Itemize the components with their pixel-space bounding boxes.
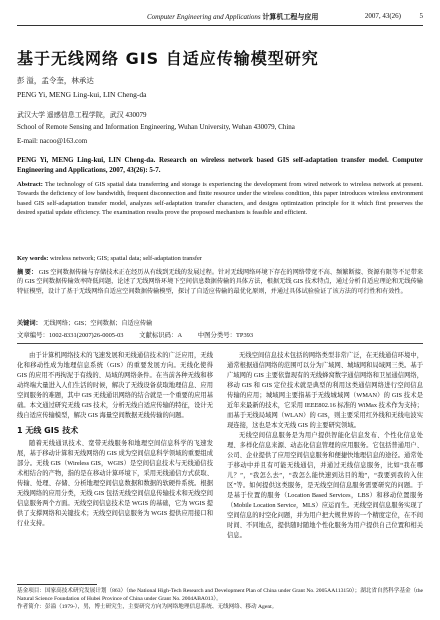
right-paragraph-2: 无线空间信息服务是为用户提供智能化信息发布、个性化信息处理、多样化信息来源、动态化信息管理的应用服务。它包括普通用户、公司、企业提供了应用空间信息服务和便捷快地理信息的途径。通常处于移动中并且有可能无线通信，并通过无线信息服务，比如“我在哪儿？”，“我怎么去”，“我怎么能快速到达目的地”，“我要到我的入住区”等。如何提供这类服务，是无线空间信息服务需要研究的问题。于是基于位置的服务（Location Based Services，LBS）和移动位置服务（Mobile Location Service，MLS）应运而生。无线空间信息服务实现了空间信息的时空化问题，并为用户把大规世界的一个精度定位，在不间时间、不同地点，提供随时随地个性化服务为用户提供自己位置和相关信息。 [227,432,423,539]
header-rule [17,25,423,26]
keywords-cn-text: 无线网络；GIS；空间数据；自适应传输 [43,320,153,327]
author-email: E-mail: nacoo@163.com [17,137,88,145]
keywords-label: Key words: [17,255,49,262]
right-column [227,351,423,541]
classification-number: 中图分类号：TP393 [197,332,254,339]
keywords-english [17,254,423,263]
citation-block: PENG Yi, MENG Ling-kui, LIN Cheng-da. Research on wireless network based GIS self-adaptation transfer model. Computer Engineering and Applications, 2007, 43(26): 5-7. [17,156,423,174]
footnote [17,587,423,611]
document-code: 文献标识码：A [139,332,183,339]
issue-info: 2007, 43(26) [364,12,401,20]
abstract-text: The technology of GIS spatial data transferring and storage is experiencing the development from wired network to wireless network at present. Towards the deficiency of low bandwidth, frequent disconnection and finite resource under the wireless condition, this paper introduces wireless environment based GIS self-adaptation transfer model, analyzes self-adaptation transfer characters, and designs optimization principle for it which first preserves the desired spatial update efficiency. The examination results prove the proposed mechanism is feasible and efficient. [17,181,424,216]
keywords-text: wireless network; GIS; spatial data; self-adaptation transfer [50,255,202,262]
intro-paragraph: 由于计算机网络技术的飞速发展和无线通信技术的广泛应用，无线化和移动性成为地理信息系统（GIS）的重要发展方向。无线化使得 GIS 的应用不再拘泥于有线的、局域的网络条件。在当前各种无线和移动终端大量进入人们生活的时候，解决了无线设备获取地理信息、应用空间服务的难题，其中 GIS 无线通讯网络的结合就是一个重要的应用基础。本文通过研究无线 GIS 技术，分析无线自适应传输的特征，设计无线自适应传输模型，解决 GIS 海量空间数据无线传输的问题。 [17,352,213,419]
authors-english: PENG Yi, MENG Ling-kui, LIN Cheng-da [17,90,147,99]
article-number: 文章编号：1002-8331(2007)26-0005-03 [17,332,124,339]
journal-name: Computer Engineering and Applications 计算机工程与应用 [147,13,319,21]
abstract-english [17,180,423,217]
right-paragraph-1: 无线空间信息技术包括的网络类型非常广泛，在无线通信环境中，通常根据通信网络的范围可以分为广域网、城域网和局域网三类。基于广域网的 GIS 主要依靠现有的无线蜂窝数字通信网络和卫星通信网络，移动 GIS 和 GIS 定位技术就是典型的利用这类通信网络进行空间信息传输的应用；城域网主要指基于无线城域网（WMAN）的 GIS 技术是近年来最新的技术，它采用 IEEE802.16 标准的 WiMax 技术作为支持；而基于无线局域网（WLAN）的 GIS，则主要采用红外线和无线电波实现连接，这也是本文无线 GIS 的主要研究领域。 [227,352,423,429]
body-rule [17,343,423,344]
affiliation-english: School of Remote Sensing and Information Engineering, Wuhan University, Wuhan 430079, China [17,123,295,131]
section-heading: 1 无线 GIS 技术 [17,426,79,435]
page-number: 5 [419,12,423,20]
authors-chinese: 彭 溢，孟令奎，林承达 [17,76,94,85]
keywords-chinese [17,318,423,327]
author-note: 作者简介：彭溢（1979-），男，博士研究生，主要研究方向为网络地理信息系统、无线网络、移动 Agent。 [17,604,278,610]
paper-title: 基于无线网络 GIS 自适应传输模型研究 [17,49,319,68]
footnote-rule [17,584,97,585]
fund-note: 基金项目：国家高技术研究发展计划（863）（the National High-Tech Research and Development Plan of China under Grant No. 2005AA113150）；湖北省自然科学基金（the Natural Science Foundation of Hubei Province of China under Grant No. 2004ABA013）。 [17,588,423,602]
abstract-cn-label: 摘 要： [17,269,38,276]
article-metadata [17,330,423,339]
affiliation-chinese: 武汉大学 遥感信息工程学院，武汉 430079 [17,111,147,119]
left-column [17,351,213,529]
abstract-label: Abstract: [17,181,43,188]
running-header [17,10,423,24]
abstract-chinese [17,268,423,296]
keywords-cn-label: 关键词： [17,320,42,327]
section-paragraph: 随着无线通讯技术、宽带无线服务和地理空间信息科学的飞速发展，基于移动计算和无线网络的 GIS 成为空间信息科学领域的重要组成部分。无线 GIS（Wireless GIS，WGIS）是空间信息技术与无线通信技术相结合的产物，指的是在移动计算环境下，采用无线通信方式获取、传输、处理、存储、分析地理空间信息数据和数据的软硬件系统。根据无线网络的应用分类，无线 GIS 包括无线空间信息传输技术和无线空间信息服务两个方面。无线空间信息技术是 WGIS 的基础，它为 WGIS 提供了支撑网络和关键技术；无线空间信息服务为 WGIS 提供应用接口和行业支持。 [17,440,213,527]
abstract-cn-text: GIS 空间数据传输与存储技术正在经历从有线到无线的发展过程。针对无线网络环境下存在的网络带宽不高、频繁断接、资源有限等不足带来的 GIS 空间数据传输效率降低问题，论述了无线网络环境下空间信息数据传输的具体方法，根据无线 GIS 技术特点，通过分析自适应理论和无线传输特征模型，设计了基于无线网络自适应空间数据传输模型，探讨了自适应传输的最优化原则，并通过具体试验验证了该方法的可行性和有效性。 [17,269,424,295]
